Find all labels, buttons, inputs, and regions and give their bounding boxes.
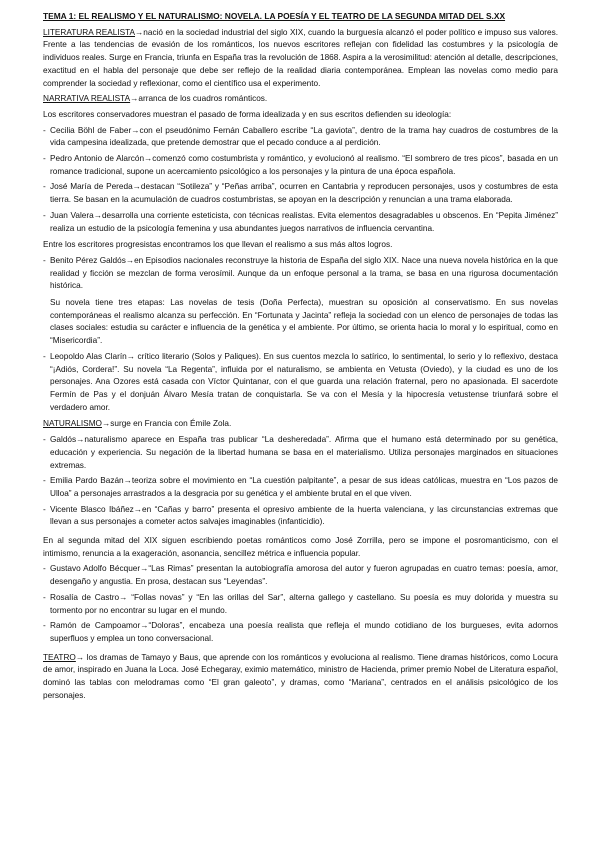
clarin-list <box>43 351 558 415</box>
list-item-clarin: - Leopoldo Alas Clarín→ crítico literario (Solos y Paliques). En sus cuentos mezcla lo satírico, lo sentimental, lo serio y lo reflexivo, destaca “¡Adiós, Cordera!”. Su novela “La Regenta”, influida por el naturalismo, se ambienta en Vetusta (Oviedo), y la ciudad es uno de los personajes. Ana Ozores está casada con Víctor Quintanar, con el que guarda una relación fraternal, pero no apasionada. El sacerdote Fermín de Pas y el donjuán Álvaro Mesía tratan de conquistarla. Se va con el Mesía y la hipocresía vetustense triunfará sobre el verdadero amor. <box>43 351 558 415</box>
list-item-valera: - Juan Valera→desarrolla una corriente esteticista, con técnicas realistas. Evita elementos desagradables u obscenos. En “Pepita Jiménez” realiza un estudio de la psicología femenina y usa abundantes juegos narrativos de influencia cervantina. <box>43 210 558 235</box>
poesia-list <box>43 563 558 645</box>
list-item-pereda: - José María de Pereda→destacan “Sotileza” y “Peñas arriba”, ocurren en Cantabria y reproducen personajes, usos y costumbres de esta tierra. Se basan en la acumulación de cuadros costumbristas, se apoyan en la descripción y renuncian a una trama elaborada. <box>43 181 558 206</box>
list-item-becquer: - Gustavo Adolfo Bécquer→“Las Rimas” presentan la autobiografía amorosa del autor y fueron agrupadas en cuatro temas: poesía, amor, desengaño y angustia. En prosa, destacan sus “Leyendas”. <box>43 563 558 588</box>
narrativa-realista-text: →arranca de los cuadros románticos. <box>130 94 268 104</box>
galdos-etapas-paragraph: Su novela tiene tres etapas: Las novelas de tesis (Doña Perfecta), muestran su oposición al conservatismo. En sus novelas contemporáneas el realismo alcanza su perfección. En “Fortunata y Jacinta” refleja la sociedad con un elenco de personajes de todas las clases sociales: estudia su carácter e influencia de la genética y el ambiente. Por último, se orienta hacia lo moral y lo espiritual, como en “Misericordia”. <box>50 298 558 346</box>
list-item-bohl-de-faber: - Cecilia Böhl de Faber→con el pseudónimo Fernán Caballero escribe “La gaviota”, dentro de la trama hay cuadros de costumbres de la vida campesina idealizada, que pretende demostrar que el pecado conduce a al perdición. <box>43 125 558 150</box>
list-item-galdos: - Benito Pérez Galdós→en Episodios nacionales reconstruye la historia de España del siglo XIX. Nace una nueva novela histórica en la que realidad y ficción se mezclan de forma verosímil. Aunque da un enfoque personal a la trama, se basa en una rigurosa documentación histórica. <box>43 255 558 293</box>
list-item-campoamor: - Ramón de Campoamor→“Doloras”, encabeza una poesía realista que refleja el mundo cotidiano de los burgueses, evita adornos superfluos y emplea un tono conversacional. <box>43 620 558 645</box>
list-item-rosalia: - Rosalía de Castro→ “Follas novas” y “En las orillas del Sar”, alterna gallego y castellano. Su poesía es muy dolorida y muestra su tormento por no encontrar su lugar en el mundo. <box>43 592 558 617</box>
naturalismo-paragraph <box>43 418 558 431</box>
teatro-text: → los dramas de Tamayo y Baus, que aprende con los románticos y evoluciona al realismo. Tiene dramas históricos, como Locura de amor, inspirado en Juana la Loca. José Echegaray, eximio matemático, ministro de Hacienda, primer premio Nobel de Literatura español, dominó las tablas con melodramas como “El gran galeoto”, y dramas, como “Mariana”, centrados en el análisis psicológico de los personajes. <box>43 652 558 700</box>
literatura-realista-heading: LITERATURA REALISTA <box>43 27 136 37</box>
conservadores-list <box>43 125 558 236</box>
narrativa-realista-heading: NARRATIVA REALISTA <box>43 94 131 104</box>
naturalismo-text: →surge en Francia con Émile Zola. <box>101 419 232 429</box>
narrativa-realista-paragraph <box>43 93 558 106</box>
poesia-intro: En al segunda mitad del XIX siguen escribiendo poetas románticos como José Zorrilla, pero se impone el posromanticismo, con el intimismo, renuncia a la exageración, asonancia, sencillez métrica e influencia popular. <box>43 536 558 558</box>
literatura-realista-paragraph <box>43 27 558 91</box>
document-title: TEMA 1: EL REALISMO Y EL NATURALISMO: NOVELA. LA POESÍA Y EL TEATRO DE LA SEGUNDA MITAD DEL S.XX <box>43 11 506 21</box>
list-item-pardo-bazan: - Emilia Pardo Bazán→teoriza sobre el movimiento en “La cuestión palpitante”, a pesar de sus ideas católicas, muestra en “Los pazos de Ulloa” a personajes arrastrados a la desgracia por su genética y el ambiente brutal en el que viven. <box>43 475 558 500</box>
conservadores-intro: Los escritores conservadores muestran el pasado de forma idealizada y en sus escritos defienden su ideología: <box>43 109 452 119</box>
teatro-heading: TEATRO <box>43 652 76 662</box>
naturalismo-heading: NATURALISMO <box>43 419 102 429</box>
naturalismo-list <box>43 434 558 529</box>
list-item-blasco-ibanez: - Vicente Blasco Ibáñez→en “Cañas y barro” presenta el opresivo ambiente de la huerta valenciana, y las circunstancias extremas que llevan a sus personajes a cometer actos salvajes imaginables (infanticidio). <box>43 504 558 529</box>
list-item-alarcon: - Pedro Antonio de Alarcón→comenzó como costumbrista y romántico, y evolucionó al realismo. “El sombrero de tres picos”, basada en un romance tradicional, supone un acercamiento psicológico a los personajes y la pintura de una época española. <box>43 153 558 178</box>
teatro-paragraph <box>43 652 558 703</box>
progresistas-intro: Entre los escritores progresistas encontramos los que llevan el realismo a sus más altos logros. <box>43 240 393 250</box>
literatura-realista-text: →nació en la sociedad industrial del siglo XIX, cuando la burguesía alcanzó el poder político e impuso sus valores. Frente a las tendencias de evasión de los románticos, los nuevos escritores reflejan con fidelidad las costumbres y la psicología de individuos reales. Surge en Francia, triunfa en España tras la revolución de 1868. Aspira a la verosimilitud: atención al detalle, descripciones, exactitud en el habla del personaje que debe ser reflejo de la realidad diaria contemporánea. Emplean las novelas como medio para comprender la sociedad y reflexionar, como el científico usa el experimento. <box>43 27 559 88</box>
list-item-galdos-naturalismo: - Galdós→naturalismo aparece en España tras publicar “La desheredada”. Afirma que el humano está determinado por su genética, educación y experiencia. Su negación de la libertad humana se basa en el materialismo. Utiliza personajes marginados en situaciones extremas. <box>43 434 558 472</box>
progresistas-list <box>43 255 558 293</box>
